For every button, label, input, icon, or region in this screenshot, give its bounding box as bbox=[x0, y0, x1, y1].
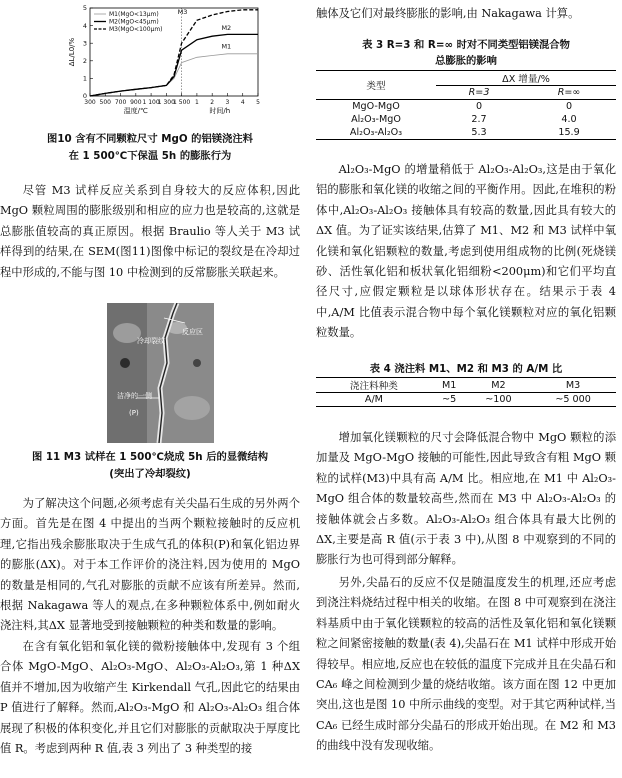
table4-header-cell: M3 bbox=[565, 379, 581, 391]
y-axis-label: ΔL/L0/% bbox=[68, 37, 76, 67]
table4-header-cell: 浇注料种类 bbox=[349, 381, 398, 392]
y-tick-label: 2 bbox=[82, 57, 87, 65]
table3-header-type: 类型 bbox=[316, 71, 436, 100]
table-cell: A/M bbox=[364, 394, 383, 405]
figure10-caption bbox=[0, 131, 300, 165]
figure10-caption-line2: 在 1 500℃下保温 5h 的膨胀行为 bbox=[68, 150, 232, 162]
y-tick-label: 3 bbox=[82, 39, 87, 48]
x-tick-label: 2 bbox=[210, 99, 215, 106]
table3-header-rinf: R=∞ bbox=[557, 87, 581, 98]
curve-annotation: M3 bbox=[177, 8, 188, 17]
table-row bbox=[316, 100, 616, 114]
right-paragraph-1: Al₂O₃-MgO 的增量稍低于 Al₂O₃-Al₂O₃,这是由于氧化铝的膨胀和氧化镁的收缩之间的平衡作用。因此,在堆积的粉体中,Al₂O₃-Al₂O₃ 接触体具有较高的数量,因此具有较大的ΔX 值。为了证实该结果,估算了 M1、M2 和 M3 试样中氧化镁和氧化铝颗粒的数量,考虑到使用组成物的比例(死烧镁砂、活性氧化铝和板状氧化铝细粉<200μm)和它们平均直径尺寸,应假定颗粒是以球体形状存在。结果示于表 4 中,A/M 比值表示混合物中每个氧化镁颗粒对应的氧化铝颗粒数量。 bbox=[316, 163, 616, 340]
table3-caption bbox=[316, 37, 616, 69]
table-cell: 0 bbox=[565, 101, 573, 112]
micro-label-pore: (P) bbox=[129, 409, 139, 417]
table4-header-cell: M1 bbox=[442, 379, 457, 391]
table3-caption-line2: 总膨胀的影响 bbox=[435, 55, 497, 67]
table3-header-r3: R=3 bbox=[468, 87, 490, 98]
y-tick-label: 4 bbox=[82, 21, 87, 30]
figure11-caption bbox=[0, 449, 300, 483]
x-tick-label: 900 bbox=[130, 99, 142, 106]
x-tick-label: 300 bbox=[84, 99, 96, 106]
table-row bbox=[316, 126, 616, 140]
y-tick-label: 0 bbox=[82, 92, 87, 101]
x-axis-label-time: 时间/h bbox=[209, 107, 231, 115]
table-cell: ~5 bbox=[442, 394, 457, 405]
table-row bbox=[316, 393, 616, 407]
table-cell: ~5 000 bbox=[555, 394, 591, 405]
x-tick-label: 1 300 bbox=[157, 99, 175, 106]
table4-header-cell: M2 bbox=[491, 379, 506, 391]
micro-label-cooling-crack: 冷却裂纹 bbox=[137, 337, 165, 345]
x-tick-label: 4 bbox=[240, 99, 245, 106]
right-paragraph-3: 另外,尖晶石的反应不仅是随温度发生的机理,还应考虑到浇注料烧结过程中相关的收缩。在图 8 中可观察到在浇注料基质中由于氧化镁颗粒的较高的活性及氧化铝和氧化镁颗粒之间紧密接触的数量(表 4),尖晶石在 M1 试样中形成开始得较早。相应地,反应也在较低的温度下完成并且在尖晶石和 CA₆ 峰之间检测到少量的烧结收缩。该方面在图 12 中更加突出,这也是图 10 中所示曲线的变型。对于其它两种试样,当 CA₆ 已经生成时部分尖晶石的形成开始出现。在 M2 和 M3 的曲线中没有发现收缩。 bbox=[316, 576, 616, 753]
table-cell: 4.0 bbox=[561, 114, 577, 125]
table4 bbox=[316, 377, 616, 407]
figure10-chart bbox=[0, 0, 300, 128]
x-tick-label: 3 bbox=[225, 99, 230, 106]
table4-caption: 表 4 浇注料 M1、M2 和 M3 的 A/M 比 bbox=[369, 363, 563, 375]
micro-label-reaction-zone: 反应区 bbox=[182, 328, 203, 336]
y-tick-label: 1 bbox=[82, 74, 87, 83]
x-tick-label: 700 bbox=[114, 99, 127, 106]
legend-label: M2(MgO<45μm) bbox=[109, 18, 159, 26]
table3-header-group: ΔX 增量/% bbox=[436, 71, 616, 86]
left-paragraph-3: 在含有氧化铝和氧化镁的微粉接触体中,发现有 3 个组合体 MgO-MgO、Al₂O₃-MgO、Al₂O₃-Al₂O₃,第 1 种ΔX 值并不增加,因为收缩产生 Kirkendall 气孔,因此它的结果由 P 值进行了解释。然而,Al₂O₃-MgO 和 Al₂O₃-Al₂O₃ 组合体展现了积极的体积变化,并且它们对膨胀的贡献取决于厚度比值 R。考虑到两种 R 值,表 3 列出了 3 种类型的接 bbox=[0, 640, 300, 756]
table-cell: Al₂O₃-MgO bbox=[351, 114, 401, 125]
table-cell: 0 bbox=[475, 101, 483, 112]
left-paragraph-2: 为了解决这个问题,必须考虑有关尖晶石生成的另外两个方面。首先是在图 4 中提出的当两个颗粒接触时的反应机理,它指出残余膨胀取决于生成气孔的体积(P)和氧化铝边界的膨胀(ΔX)。对于本工作评价的浇注料,因为使用的 MgO 的数量是相同的,气孔对膨胀的贡献不应该有所差异。然而,根据 Nakagawa 等人的观点,在多种颗粒体系中,例如耐火浇注料,其ΔX 显著地受到接触颗粒的种类和数量的影响。 bbox=[0, 497, 300, 633]
x-axis-label-temp: 温度/℃ bbox=[123, 107, 148, 115]
table-cell: Al₂O₃-Al₂O₃ bbox=[349, 127, 403, 138]
series-line-2 bbox=[90, 34, 258, 96]
table-cell: 15.9 bbox=[558, 127, 580, 138]
x-tick-label: 1 500 bbox=[173, 99, 191, 106]
table3-caption-line1: 表 3 R=3 和 R=∞ 时对不同类型铝镁混合物 bbox=[362, 39, 570, 51]
left-paragraph-1: 尽管 M3 试样反应关系到自身较大的反应体积,因此 MgO 颗粒周围的膨胀级别和相应的应力也是较高的,这就是总膨胀值较高的真正原因。根据 Braulio 等人关于 M3 试样得到的结果,在 SEM(图11)图像中标记的裂纹是在冷却过程中形成的,不能与图 10 中检测到的反常膨胀关联起来。 bbox=[0, 184, 300, 279]
x-tick-label: 1 100 bbox=[142, 99, 160, 106]
x-tick-label: 1 bbox=[194, 99, 199, 106]
curve-annotation: M2 bbox=[221, 24, 232, 32]
figure11-micrograph bbox=[107, 303, 214, 443]
y-tick-label: 5 bbox=[82, 4, 87, 13]
x-tick-label: 5 bbox=[256, 99, 260, 106]
micrograph-texture bbox=[107, 303, 214, 443]
right-paragraph-2: 增加氧化镁颗粒的尺寸会降低混合物中 MgO 颗粒的添加量及 MgO-MgO 接触的可能性,因此导致含有粗 MgO 颗粒的试样(M3)中具有高 A/M 比。相应地,在 M1 中 Al₂O₃-MgO 组合体的数量较高些,然而在 M3 中 Al₂O₃-Al₂O₃ 的接触体就会占多数。Al₂O₃-Al₂O₃ 组合体具有最大比例的ΔX,主要是高 R 值(示于表 3 中),从图 8 中观察到的不同的膨胀行为也可得到部分解释。 bbox=[316, 431, 616, 567]
legend-label: M1(MgO<13μm) bbox=[109, 11, 159, 19]
table-cell: MgO-MgO bbox=[352, 101, 400, 112]
figure10-caption-line1: 图10 含有不同颗粒尺寸 MgO 的铝镁浇注料 bbox=[47, 133, 253, 145]
curve-annotation: M1 bbox=[221, 42, 232, 51]
table3 bbox=[316, 70, 616, 140]
micro-label-clean-side: 洁净的一侧 bbox=[117, 392, 152, 400]
x-tick-label: 500 bbox=[99, 99, 111, 106]
table-cell: 2.7 bbox=[471, 114, 487, 125]
legend-label: M3(MgO<100μm) bbox=[109, 26, 163, 34]
figure11-caption-line1: 图 11 M3 试样在 1 500℃烧成 5h 后的显微结构 bbox=[31, 451, 269, 463]
figure11-caption-line2: (突出了冷却裂纹) bbox=[109, 468, 191, 480]
table-cell: 5.3 bbox=[471, 127, 487, 138]
right-paragraph-continued: 触体及它们对最终膨胀的影响,由 Nakagawa 计算。 bbox=[316, 7, 580, 20]
table-row bbox=[316, 113, 616, 126]
table-cell: ~100 bbox=[485, 394, 512, 405]
